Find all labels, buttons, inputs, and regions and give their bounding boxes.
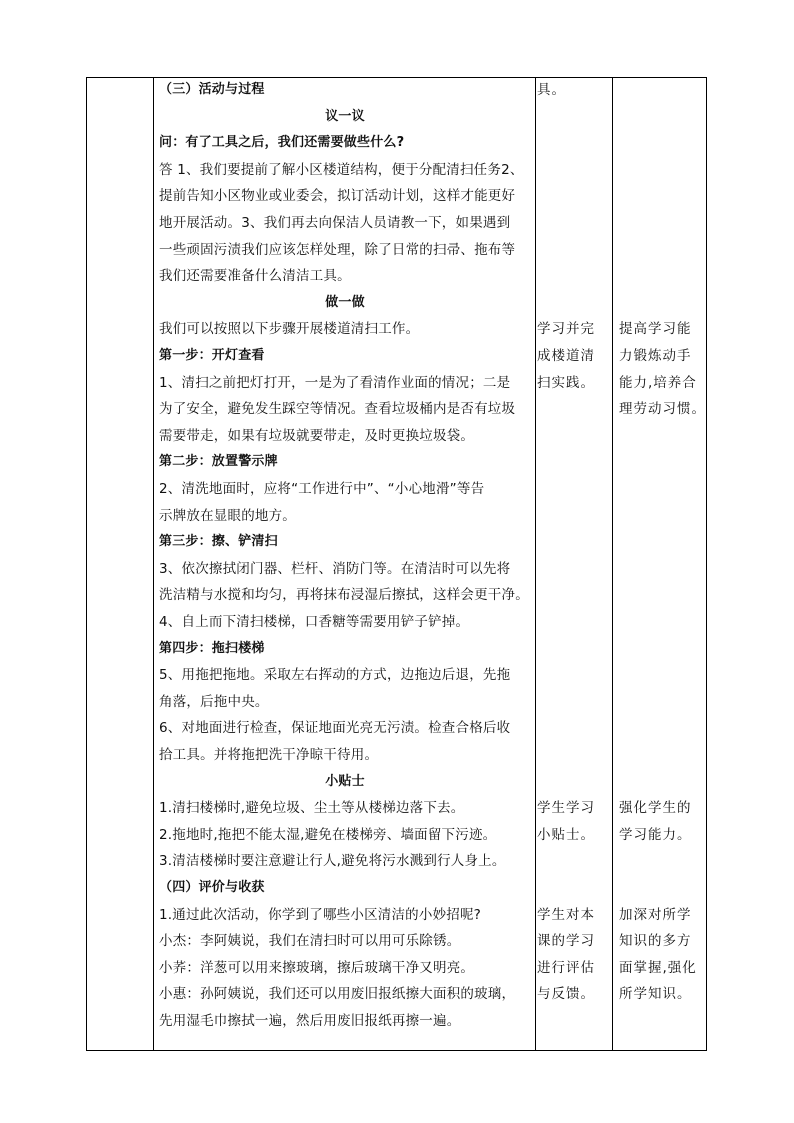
body-text-line: 3.清洁楼梯时要注意避让行人,避免将污水溅到行人身上。 xyxy=(159,853,506,870)
section-heading: 议一议 xyxy=(325,108,365,124)
body-text-line: 1、清扫之前把灯打开，一是为了看清作业面的情况；二是 xyxy=(159,374,511,391)
body-text-line: 2.拖地时,拖把不能太湿,避免在楼梯旁、墙面留下污迹。 xyxy=(159,826,497,843)
section-heading: （三）活动与过程 xyxy=(159,82,265,97)
design-purpose-text: 知识的多方 xyxy=(619,933,692,950)
body-text-line: 提前告知小区物业或业委会，拟订活动计划，这样才能更好 xyxy=(159,188,516,205)
design-purpose-text: 学习能力。 xyxy=(619,826,692,843)
design-purpose-text: 力锻炼动手 xyxy=(619,348,692,364)
section-heading: （四）评价与收获 xyxy=(159,880,265,895)
section-heading: 第四步：拖扫楼梯 xyxy=(159,640,265,656)
body-text-line: 拾工具。并将拖把洗干净晾干待用。 xyxy=(159,747,379,763)
body-text-line: 先用湿毛巾擦拭一遍，然后用废旧报纸再擦一遍。 xyxy=(159,1013,461,1029)
design-purpose-text: 面掌握,强化 xyxy=(619,959,697,976)
body-text-line: 我们还需要准备什么清洁工具。 xyxy=(159,268,351,285)
body-text-line: 1.清扫楼梯时,避免垃圾、尘土等从楼梯边落下去。 xyxy=(159,800,465,817)
body-text-line: 小杰：李阿姨说，我们在清扫时可以用可乐除锈。 xyxy=(159,933,461,950)
body-text-line: 1.通过此次活动，你学到了哪些小区清洁的小妙招呢? xyxy=(159,906,482,923)
section-heading: 第一步：开灯查看 xyxy=(159,348,265,363)
design-purpose-text: 提高学习能 xyxy=(619,321,692,338)
body-text-line: 为了安全，避免发生踩空等情况。查看垃圾桶内是否有垃圾 xyxy=(159,401,516,418)
student-activity-text: 扫实践。 xyxy=(537,374,595,391)
section-heading: 做一做 xyxy=(325,294,365,310)
design-purpose-text: 加深对所学 xyxy=(619,906,692,923)
section-heading: 问：有了工具之后，我们还需要做些什么? xyxy=(159,135,405,151)
section-heading: 第二步：放置警示牌 xyxy=(159,454,278,470)
body-text-line: 3、依次擦拭闭门器、栏杆、消防门等。在清洁时可以先将 xyxy=(159,560,511,577)
student-activity-text: 成楼道清 xyxy=(537,348,595,364)
body-text-line: 洗洁精与水搅和均匀，再将抹布浸湿后擦拭，这样会更干净。 xyxy=(159,587,529,604)
student-activity-text: 小贴士。 xyxy=(537,826,595,843)
student-activity-text: 学生学习 xyxy=(537,800,595,817)
student-activity-text: 学习并完 xyxy=(537,321,595,338)
lesson-table xyxy=(86,77,707,1051)
design-purpose-text: 理劳动习惯。 xyxy=(619,401,706,418)
column-divider xyxy=(612,78,613,1050)
body-text-line: 需要带走，如果有垃圾就要带走，及时更换垃圾袋。 xyxy=(159,427,475,444)
body-text-line: 小惠：孙阿姨说，我们还可以用废旧报纸擦大面积的玻璃， xyxy=(159,986,516,1003)
section-heading: 小贴士 xyxy=(325,773,365,789)
body-text-line: 6、对地面进行检查，保证地面光亮无污渍。检查合格后收 xyxy=(159,720,511,737)
body-text-line: 小荞：洋葱可以用来擦玻璃，擦后玻璃干净又明亮。 xyxy=(159,959,475,976)
body-text-line: 5、用拖把拖地。采取左右挥动的方式，边拖边后退，先拖 xyxy=(159,667,511,684)
body-text-line: 角落，后拖中央。 xyxy=(159,693,269,710)
design-purpose-text: 所学知识。 xyxy=(619,986,692,1003)
student-activity-text: 学生对本 xyxy=(537,906,595,923)
body-text-line: 答 1、我们要提前了解小区楼道结构，便于分配清扫任务2、 xyxy=(159,161,524,178)
design-purpose-text: 强化学生的 xyxy=(619,800,692,817)
body-text-line: 地开展活动。3、我们再去向保洁人员请教一下，如果遇到 xyxy=(159,215,511,231)
column-divider xyxy=(153,78,154,1050)
student-activity-text: 具。 xyxy=(537,82,566,98)
design-purpose-text: 能力,培养合 xyxy=(619,374,697,391)
body-text-line: 我们可以按照以下步骤开展楼道清扫工作。 xyxy=(159,321,420,338)
section-heading: 第三步：擦、铲清扫 xyxy=(159,534,278,550)
student-activity-text: 课的学习 xyxy=(537,933,595,950)
body-text-line: 示牌放在显眼的地方。 xyxy=(159,507,296,524)
column-divider xyxy=(535,78,536,1050)
student-activity-text: 与反馈。 xyxy=(537,986,595,1003)
body-text-line: 4、自上而下清扫楼梯，口香糖等需要用铲子铲掉。 xyxy=(159,614,470,630)
body-text-line: 一些顽固污渍我们应该怎样处理，除了日常的扫帚、拖布等 xyxy=(159,241,516,258)
body-text-line: 2、清洗地面时，应将“工作进行中”、“小心地滑”等告 xyxy=(159,481,485,497)
student-activity-text: 进行评估 xyxy=(537,959,595,976)
